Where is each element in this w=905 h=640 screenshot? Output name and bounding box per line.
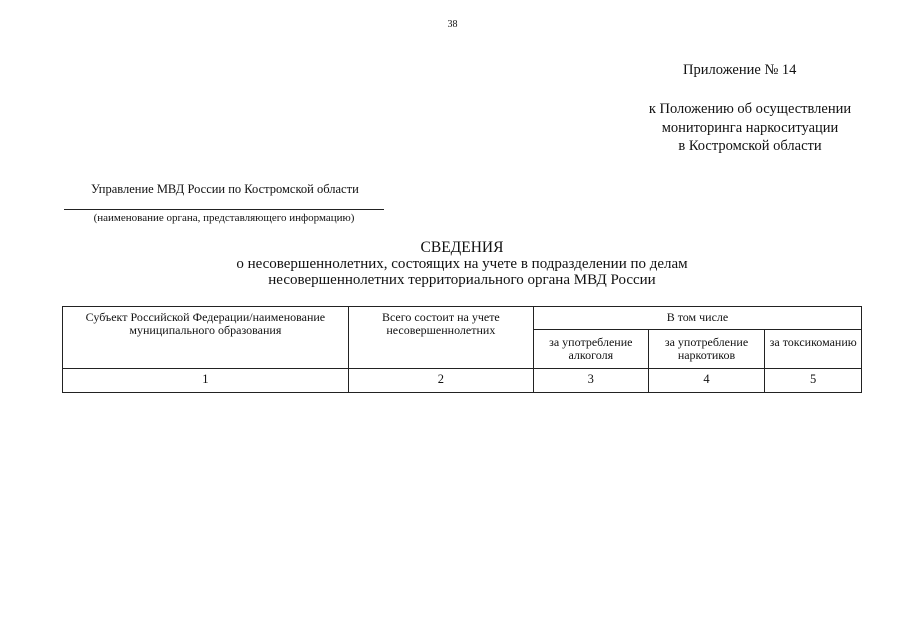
header-subject: Субъект Российской Федерации/наименование муниципального образования <box>63 307 349 369</box>
table-row <box>63 369 862 393</box>
header-including: В том числе <box>533 307 861 330</box>
report-table <box>62 306 862 393</box>
title-line-2: несовершеннолетних территориального органа МВД России <box>268 272 656 288</box>
header-alcohol: за употребление алкоголя <box>533 330 648 369</box>
header-total: Всего состоит на учете несовершеннолетних <box>348 307 533 369</box>
table-header-row <box>63 307 862 330</box>
organization-name: Управление МВД России по Костромской области <box>91 182 359 196</box>
organization-caption: (наименование органа, представляющего информацию) <box>93 212 355 224</box>
column-number: 5 <box>765 369 862 393</box>
organization-underline <box>64 209 384 210</box>
column-number: 3 <box>533 369 648 393</box>
title-line-1: о несовершеннолетних, состоящих на учете в подразделении по делам <box>236 256 688 272</box>
appendix-label: Приложение № 14 <box>683 62 797 78</box>
regulation-reference <box>600 100 900 156</box>
column-number: 1 <box>63 369 349 393</box>
page-number: 38 <box>447 19 458 30</box>
regulation-line: к Положению об осуществлении <box>648 101 852 117</box>
header-substance-abuse: за токсикоманию <box>765 330 862 369</box>
regulation-line: в Костромской области <box>678 138 822 154</box>
document-title <box>0 240 905 288</box>
header-drugs: за употребление наркотиков <box>648 330 765 369</box>
regulation-line: мониторинга наркоситуации <box>661 119 839 136</box>
title-heading: СВЕДЕНИЯ <box>420 239 504 256</box>
column-number: 4 <box>648 369 765 393</box>
column-number: 2 <box>348 369 533 393</box>
